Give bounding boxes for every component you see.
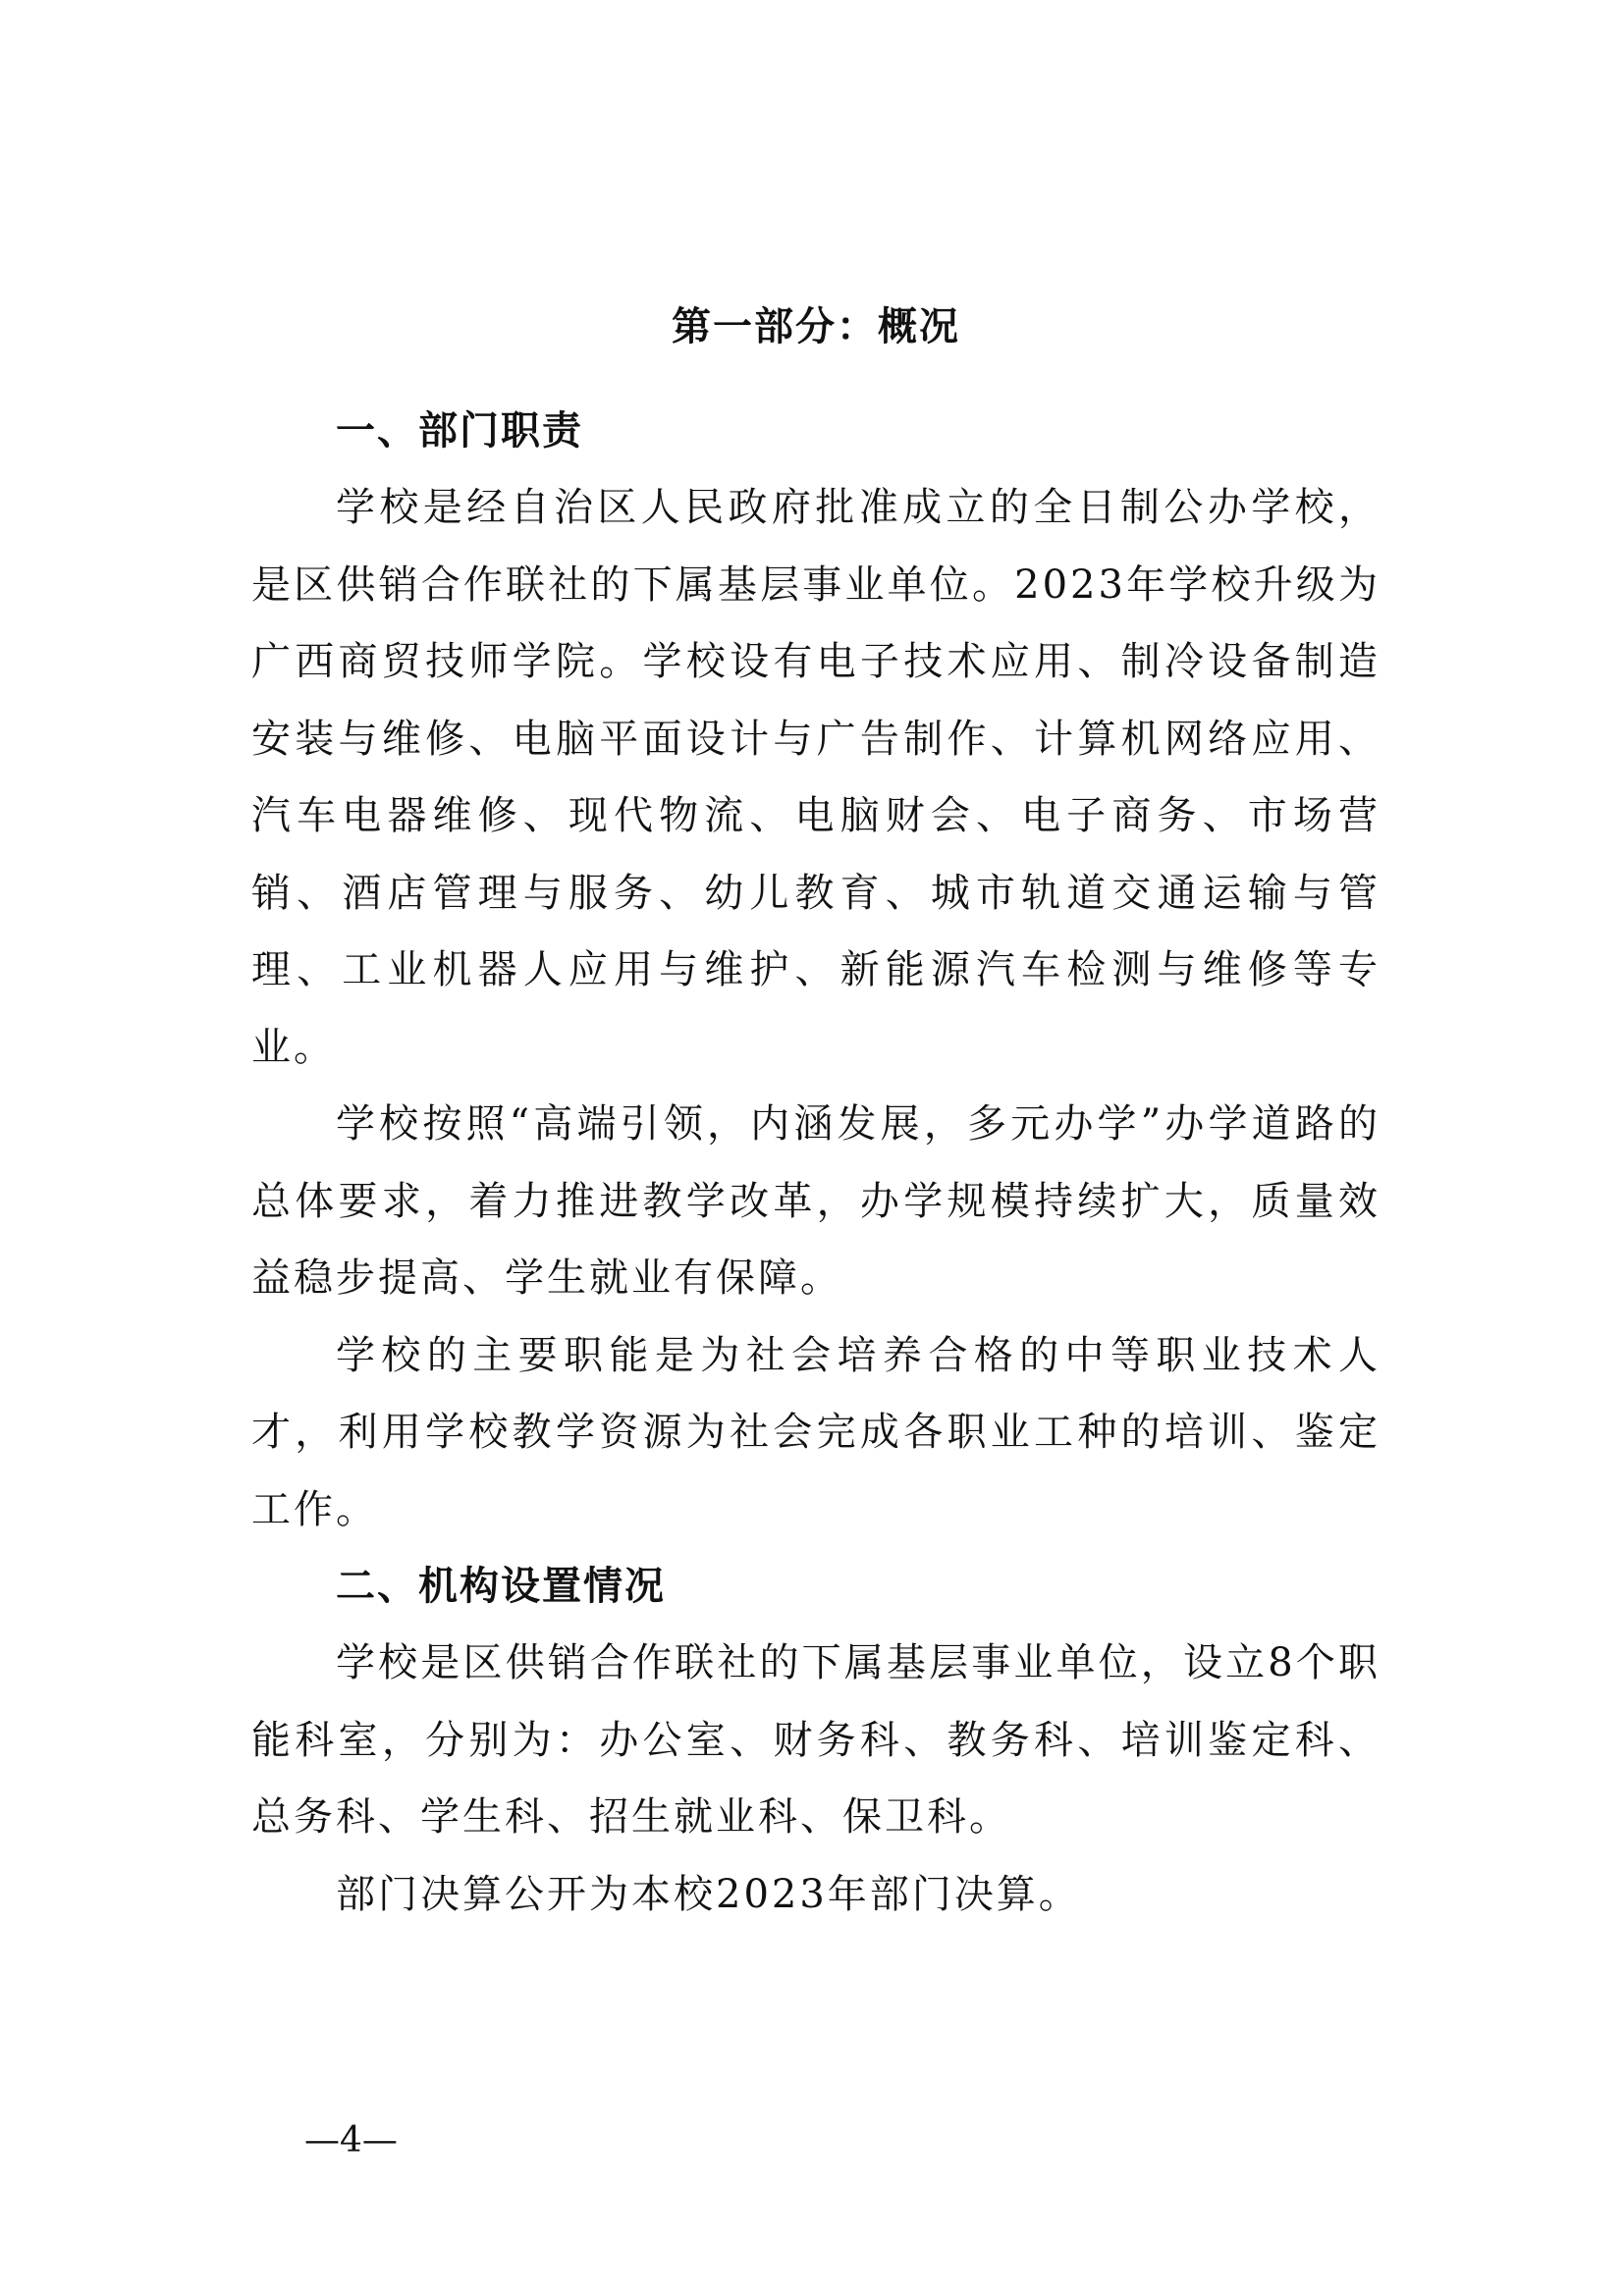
- section-heading-duties: 一、部门职责: [336, 408, 583, 454]
- paragraph: 学校是经自治区人民政府批准成立的全日制公办学校，是区供销合作联社的下属基层事业单位。2023年学校升级为广西商贸技师学院。学校设有电子技术应用、制冷设备制造安装与维修、电脑平面设计与广告制作、计算机网络应用、汽车电器维修、现代物流、电脑财会、电子商务、市场营销、酒店管理与服务、幼儿教育、城市轨道交通运输与管理、工业机器人应用与维护、新能源汽车检测与维修等专业。: [251, 485, 1380, 1070]
- paragraph: 部门决算公开为本校2023年部门决算。: [336, 1871, 1081, 1917]
- paragraph: 学校按照“高端引领，内涵发展，多元办学”办学道路的总体要求，着力推进教学改革，办学规模持续扩大，质量效益稳步提高、学生就业有保障。: [251, 1101, 1380, 1301]
- paragraph: 学校的主要职能是为社会培养合格的中等职业技术人才，利用学校教学资源为社会完成各职业工种的培训、鉴定工作。: [251, 1332, 1380, 1532]
- section-heading-organization: 二、机构设置情况: [336, 1564, 666, 1609]
- document-body: [251, 291, 1380, 1933]
- part-title: 第一部分：概况: [672, 304, 960, 349]
- page-number: —4—: [304, 2120, 398, 2161]
- paragraph: 学校是区供销合作联社的下属基层事业单位，设立8个职能科室，分别为：办公室、财务科、教务科、培训鉴定科、总务科、学生科、招生就业科、保卫科。: [251, 1640, 1380, 1840]
